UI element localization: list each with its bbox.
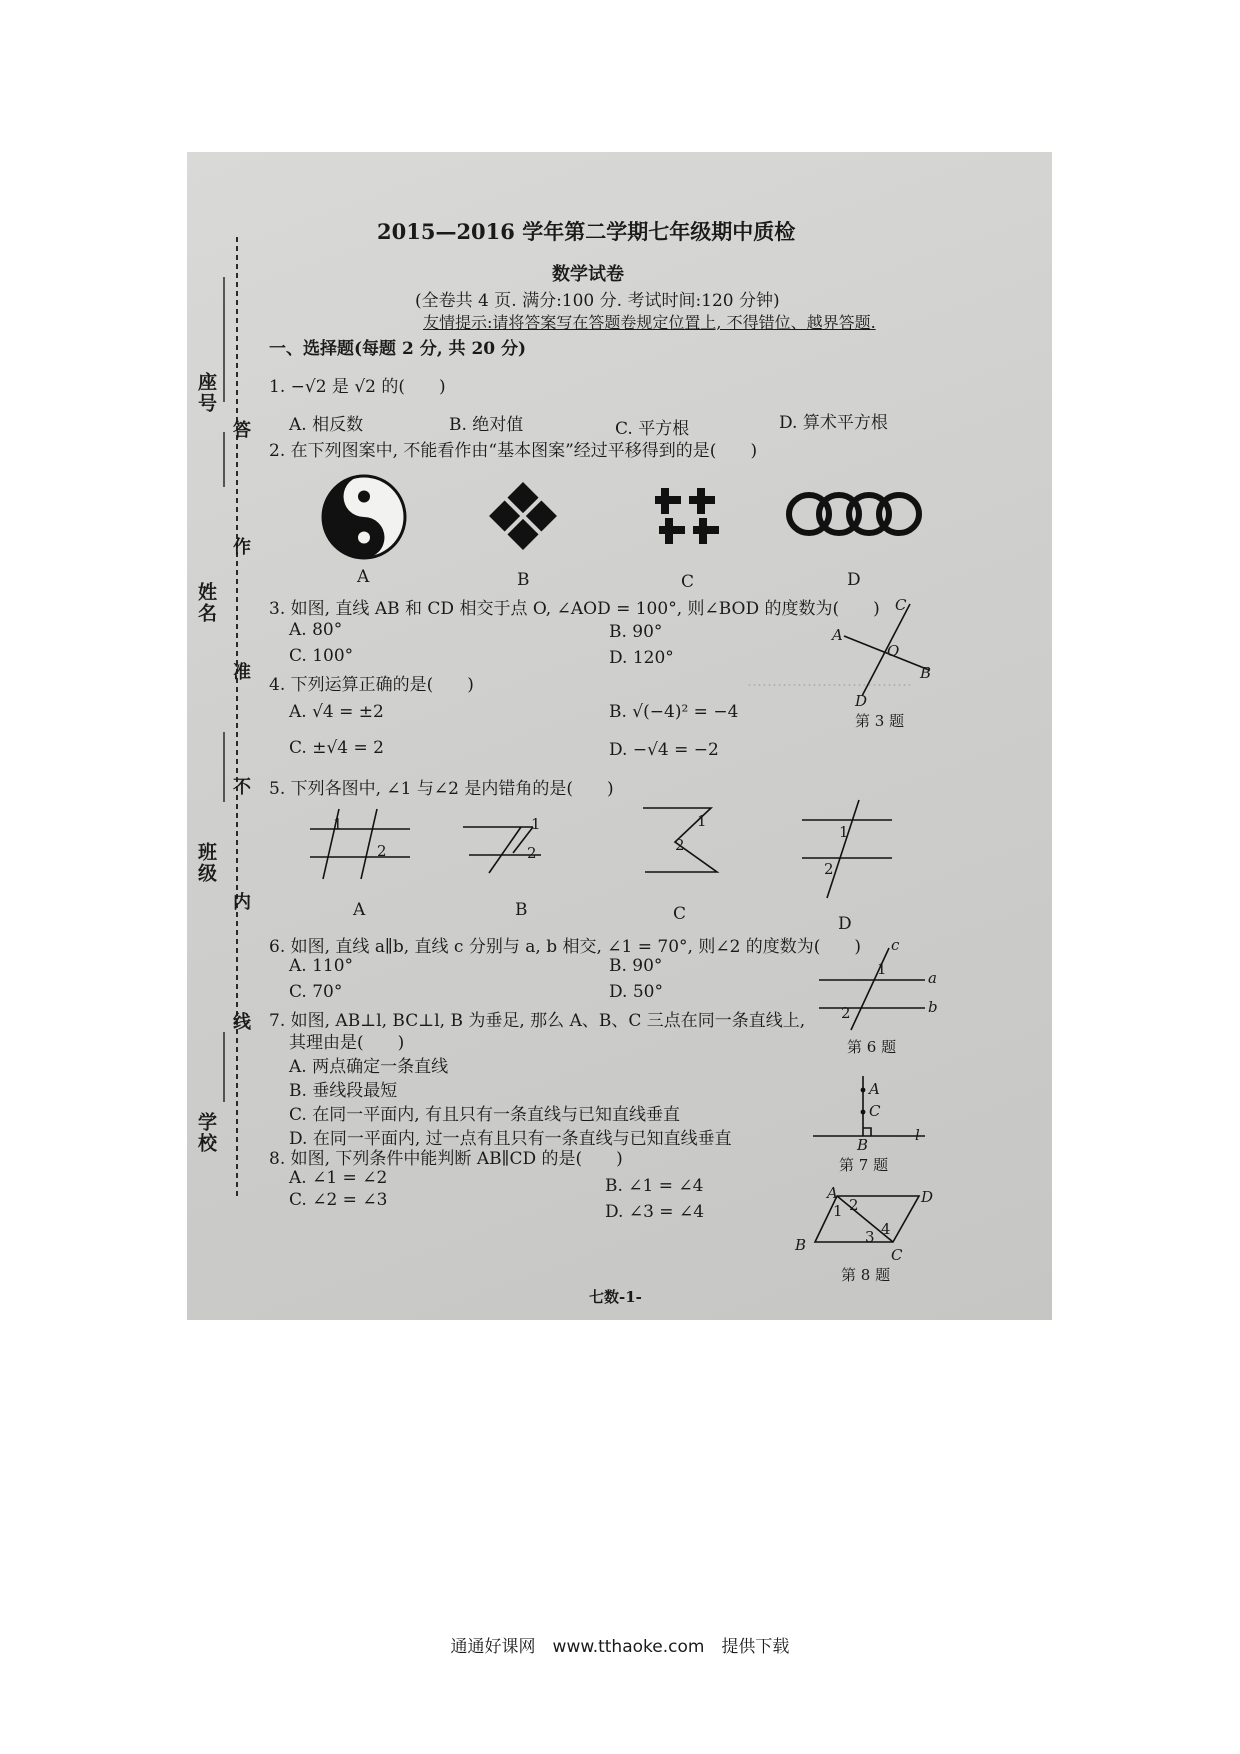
exam-info: (全卷共 4 页. 满分:100 分. 考试时间:120 分钟) [415,291,780,311]
q5-angle-label: 1 [333,815,343,833]
q5-label-d: D [838,914,852,934]
q6-label: 1 [877,960,887,978]
bleed-through-text: …………………………… [747,672,912,690]
q8-stem: 8. 如图, 下列条件中能判断 AB∥CD 的是( ) [269,1149,623,1169]
q7-option-b: B. 垂线段最短 [289,1081,398,1101]
exam-photo [187,152,1052,1320]
page-title: 2015—2016 学年第二学期七年级期中质检 [377,219,796,244]
q1-option-b: B. 绝对值 [449,415,524,435]
q2-label-c: C [681,572,695,592]
binding-char: 内 [230,892,251,910]
q3-caption: 第 3 题 [855,712,905,730]
q3-point-label: C [895,596,907,614]
q6-label: c [891,936,900,954]
binding-char: 线 [230,1012,251,1030]
q8-label: C [891,1246,903,1264]
q5-figure-d [797,800,897,900]
binding-char: 答 [230,420,251,438]
q8-label: 1 [833,1202,843,1220]
q5-angle-label: 2 [675,836,685,854]
q2-label-a: A [357,567,370,587]
diamond-squares-figure [485,478,561,554]
q8-label: A [827,1184,838,1202]
q6-label: 2 [841,1004,851,1022]
q6-option-a: A. 110° [289,956,354,976]
q8-option-c: C. ∠2 = ∠3 [289,1190,388,1210]
q8-label: 2 [849,1196,859,1214]
exam-hint: 友情提示:请将答案写在答题卷规定位置上, 不得错位、越界答题. [423,313,876,332]
q8-label: 4 [881,1220,891,1238]
q7-option-d: D. 在同一平面内, 过一点有且只有一条直线与已知直线垂直 [289,1129,732,1149]
school-label: 学校 [195,1112,217,1154]
q5-label-a: A [353,900,366,920]
q5-label-b: B [515,900,528,920]
q8-label: B [795,1236,807,1254]
q2-label-d: D [847,570,861,590]
q7-stem: 7. 如图, AB⊥l, BC⊥l, B 为垂足, 那么 A、B、C 三点在同一条直线上, [269,1011,806,1031]
q7-option-a: A. 两点确定一条直线 [289,1057,449,1077]
q3-option-c: C. 100° [289,646,354,666]
q5-angle-label: 2 [824,860,834,878]
footer-credit: 通通好课网 www.tthaoke.com 提供下载 [450,1637,790,1657]
binding-char: 不 [230,777,251,795]
q5-angle-label: 1 [531,815,541,833]
binding-char: 准 [230,662,251,680]
q6-label: a [928,969,937,987]
q7-label: l [915,1126,920,1144]
subject-title: 数学试卷 [552,264,624,285]
q2-stem: 2. 在下列图案中, 不能看作由“基本图案”经过平移得到的是( ) [269,441,758,461]
q4-option-b: B. √(−4)² = −4 [609,702,739,722]
q7-stem-2: 其理由是( ) [289,1033,405,1053]
q8-label: 3 [865,1228,875,1246]
q6-label: b [928,998,938,1016]
q7-label: B [857,1136,869,1154]
binding-char: 作 [230,537,251,555]
q6-parallel-lines-figure [817,942,937,1032]
q5-angle-label: 2 [527,844,537,862]
q3-point-label: B [920,664,932,682]
seat-label: 座号 [195,372,217,414]
q7-option-c: C. 在同一平面内, 有且只有一条直线与已知直线垂直 [289,1105,681,1125]
q6-option-c: C. 70° [289,982,343,1002]
q6-option-b: B. 90° [609,956,663,976]
q4-option-d: D. −√4 = −2 [609,740,719,760]
q3-option-a: A. 80° [289,620,343,640]
q3-stem: 3. 如图, 直线 AB 和 CD 相交于点 O, ∠AOD = 100°, 则∠BOD 的度数为( ) [269,599,880,619]
q5-figure-a [305,807,415,882]
q6-caption: 第 6 题 [847,1038,897,1056]
q6-stem: 6. 如图, 直线 a∥b, 直线 c 分别与 a, b 相交, ∠1 = 70°, 则∠2 的度数为( ) [269,937,862,957]
q8-option-d: D. ∠3 = ∠4 [605,1202,705,1222]
section-heading: 一、选择题(每题 2 分, 共 20 分) [269,339,527,359]
q1-option-a: A. 相反数 [289,415,364,435]
hash-blocks-figure [655,480,721,550]
q3-point-label: D [855,692,868,710]
q8-caption: 第 8 题 [841,1266,891,1284]
q1-option-d: D. 算术平方根 [779,413,888,433]
yin-yang-figure [319,472,409,562]
q3-option-d: D. 120° [609,648,674,668]
q5-label-c: C [673,904,687,924]
q3-point-label: O [887,642,900,660]
q3-option-b: B. 90° [609,622,663,642]
name-label: 姓名 [195,582,217,624]
q7-label: C [869,1102,881,1120]
q8-label: D [921,1188,934,1206]
q8-option-a: A. ∠1 = ∠2 [289,1168,388,1188]
class-label: 班级 [195,842,217,884]
q3-point-label: A [832,626,843,644]
q2-label-b: B [517,570,530,590]
page-number: 七数-1- [589,1288,642,1306]
rings-figure [785,490,925,540]
q5-stem: 5. 下列各图中, ∠1 与∠2 是内错角的是( ) [269,779,614,799]
q4-stem: 4. 下列运算正确的是( ) [269,675,474,695]
q4-option-a: A. √4 = ±2 [289,702,384,722]
q7-label: A [869,1080,880,1098]
q1-stem: 1. −√2 是 √2 的( ) [269,377,446,397]
q1-option-c: C. 平方根 [615,419,690,439]
q5-angle-label: 1 [839,823,849,841]
q5-angle-label: 2 [377,842,387,860]
q5-angle-label: 1 [697,812,707,830]
q4-option-c: C. ±√4 = 2 [289,738,384,758]
q7-caption: 第 7 题 [839,1156,889,1174]
binding-underlines [220,242,230,1142]
binding-dashed-line [233,237,243,1197]
q8-option-b: B. ∠1 = ∠4 [605,1176,704,1196]
q6-option-d: D. 50° [609,982,663,1002]
